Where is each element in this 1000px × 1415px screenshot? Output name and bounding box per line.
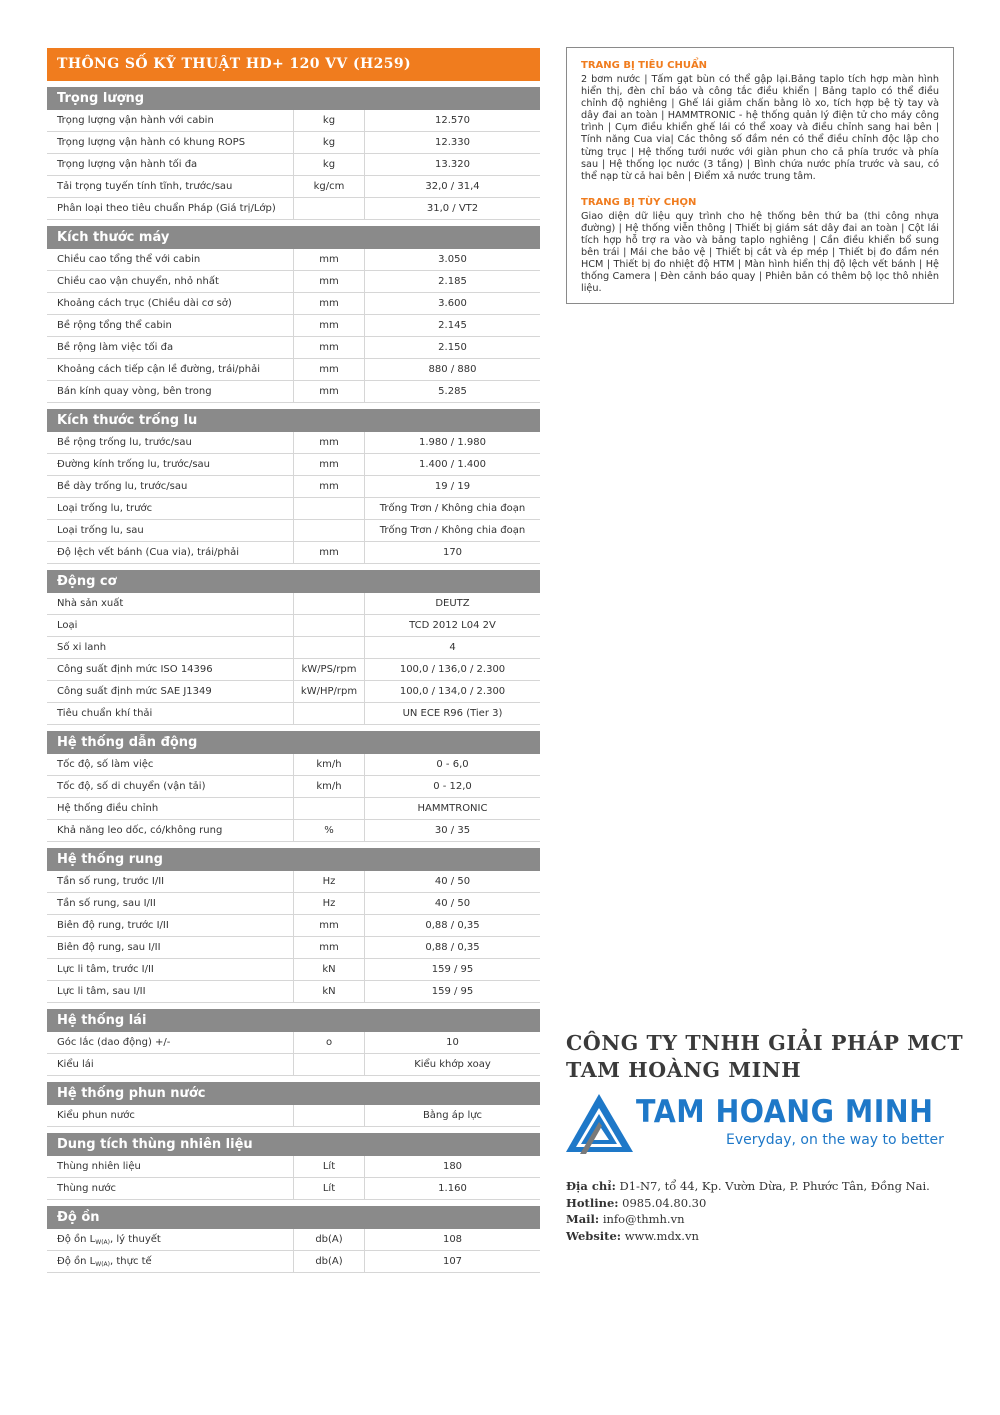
row-unit: mm [293, 915, 365, 936]
table-row [47, 637, 540, 659]
row-unit: km/h [293, 754, 365, 775]
row-value: DEUTZ [435, 598, 470, 609]
row-value: 5.285 [438, 386, 467, 397]
row-unit: kg/cm [293, 176, 365, 197]
row-label-suffix: , lý thuyết [109, 1234, 161, 1245]
row-unit: mm [293, 542, 365, 563]
row-value: TCD 2012 L04 2V [409, 620, 496, 631]
row-label: Thùng nhiên liệu [57, 1161, 141, 1172]
table-row [47, 798, 540, 820]
row-value: Bằng áp lực [422, 1110, 483, 1121]
mail-line [566, 1211, 966, 1228]
table-row [47, 337, 540, 359]
row-unit: mm [293, 359, 365, 380]
row-value: 13.320 [435, 159, 470, 170]
website-value: www.mdx.vn [621, 1228, 699, 1243]
table-row [47, 1054, 540, 1076]
table-row [47, 1178, 540, 1200]
company-slogan: Everyday, on the way to better [726, 1132, 944, 1148]
row-value: 170 [442, 547, 463, 558]
row-label: Lực li tâm, trước I/II [57, 964, 154, 975]
equipment-box [566, 47, 954, 304]
spec-section [47, 409, 540, 564]
row-label: Đường kính trống lu, trước/sau [57, 459, 211, 470]
row-value: 0,88 / 0,35 [425, 920, 480, 931]
row-unit: kg [293, 110, 365, 131]
row-value: 880 / 880 [428, 364, 477, 375]
table-row [47, 820, 540, 842]
row-unit: mm [293, 454, 365, 475]
table-row [47, 937, 540, 959]
row-unit [293, 1105, 365, 1126]
row-unit: Hz [293, 871, 365, 892]
row-label: Biên độ rung, sau I/II [57, 942, 161, 953]
hotline-value: 0985.04.80.30 [618, 1195, 707, 1210]
row-unit: kW/HP/rpm [293, 681, 365, 702]
table-row [47, 593, 540, 615]
table-row [47, 703, 540, 725]
company-name-line2: TAM HOÀNG MINH [566, 1058, 802, 1082]
table-row [47, 381, 540, 403]
row-unit [293, 1054, 365, 1075]
section-heading: Dung tích thùng nhiên liệu [47, 1133, 540, 1156]
row-label: Bề dày trống lu, trước/sau [57, 481, 188, 492]
row-value: 107 [442, 1256, 463, 1267]
row-value: 0 - 12,0 [433, 781, 472, 792]
table-row [47, 432, 540, 454]
row-value: 108 [442, 1234, 463, 1245]
row-value: 159 / 95 [431, 986, 474, 997]
row-unit [293, 198, 365, 219]
row-unit [293, 798, 365, 819]
table-row [47, 476, 540, 498]
row-value: UN ECE R96 (Tier 3) [402, 708, 503, 719]
table-row [47, 659, 540, 681]
spec-section [47, 226, 540, 403]
table-row [47, 132, 540, 154]
row-label: Tần số rung, sau I/II [57, 898, 156, 909]
spec-section [47, 1082, 540, 1127]
table-row [47, 359, 540, 381]
table-row [47, 1032, 540, 1054]
row-value: 12.570 [435, 115, 470, 126]
row-unit: mm [293, 432, 365, 453]
row-label: Nhà sản xuất [57, 598, 124, 609]
row-unit [293, 593, 365, 614]
row-unit: db(A) [293, 1251, 365, 1272]
row-unit: mm [293, 315, 365, 336]
row-value: 1.400 / 1.400 [419, 459, 486, 470]
row-label: Trọng lượng vận hành tối đa [57, 159, 198, 170]
row-label-subscript: W(A) [95, 1239, 110, 1246]
spec-table [47, 48, 540, 1273]
row-label: Thùng nước [57, 1183, 116, 1194]
row-unit: kW/PS/rpm [293, 659, 365, 680]
row-label: Biên độ rung, trước I/II [57, 920, 169, 931]
row-label: Loại trống lu, sau [57, 525, 144, 536]
optional-equipment-heading: TRANG BỊ TÙY CHỌN [581, 196, 697, 208]
company-name-line1: CÔNG TY TNHH GIẢI PHÁP MCT [566, 1031, 964, 1055]
row-value: 40 / 50 [434, 898, 471, 909]
row-unit [293, 520, 365, 541]
row-value: 1.160 [438, 1183, 467, 1194]
table-row [47, 176, 540, 198]
row-label: Công suất định mức SAE J1349 [57, 686, 212, 697]
row-label [47, 1251, 293, 1272]
spec-section [47, 1133, 540, 1200]
row-value: 12.330 [435, 137, 470, 148]
hotline-label: Hotline: [566, 1195, 619, 1210]
table-row [47, 1229, 540, 1251]
row-label: Độ lệch vết bánh (Cua via), trái/phải [57, 547, 240, 558]
row-unit: kg [293, 154, 365, 175]
standard-equipment-heading: TRANG BỊ TIÊU CHUẨN [581, 60, 708, 71]
table-row [47, 498, 540, 520]
triangle-logo-icon [566, 1092, 636, 1154]
row-label: Hệ thống điều chỉnh [57, 803, 159, 814]
company-contact [566, 1178, 966, 1244]
row-label: Trọng lượng vận hành với cabin [57, 115, 214, 126]
row-label: Tải trọng tuyến tính tĩnh, trước/sau [57, 181, 233, 192]
company-block [566, 1030, 966, 1244]
spec-section [47, 87, 540, 220]
row-value: 2.185 [438, 276, 467, 287]
table-row [47, 959, 540, 981]
row-value: Kiểu khớp xoay [414, 1059, 491, 1070]
section-heading: Kích thước trống lu [47, 409, 540, 432]
row-value: 4 [449, 642, 456, 653]
address-value: D1-N7, tổ 44, Kp. Vườn Dừa, P. Phước Tân, Đồng Nai. [615, 1179, 930, 1193]
row-unit: mm [293, 937, 365, 958]
row-value: HAMMTRONIC [417, 803, 488, 814]
table-row [47, 110, 540, 132]
section-heading: Trọng lượng [47, 87, 540, 110]
mail-value: info@thmh.vn [599, 1212, 685, 1226]
section-heading: Hệ thống lái [47, 1009, 540, 1032]
table-row [47, 454, 540, 476]
logo-wordmark: TAM HOANG MINH [636, 1094, 934, 1130]
table-row [47, 1156, 540, 1178]
section-heading: Hệ thống dẫn động [47, 731, 540, 754]
table-row [47, 615, 540, 637]
row-value: 100,0 / 134,0 / 2.300 [399, 686, 506, 697]
row-unit: kN [293, 981, 365, 1002]
row-value: 180 [442, 1161, 463, 1172]
row-label-text: Độ ồn L [57, 1256, 96, 1267]
address-line [566, 1178, 966, 1195]
row-label: Tiêu chuẩn khí thải [57, 708, 153, 719]
spec-section [47, 1206, 540, 1273]
row-unit: db(A) [293, 1229, 365, 1250]
hotline-line [566, 1195, 966, 1212]
row-value: 30 / 35 [434, 825, 471, 836]
row-value: 32,0 / 31,4 [425, 181, 480, 192]
row-value: 40 / 50 [434, 876, 471, 887]
row-unit: Hz [293, 893, 365, 914]
row-unit [293, 637, 365, 658]
row-label-text: Độ ồn L [57, 1234, 96, 1245]
table-row [47, 271, 540, 293]
row-unit: Lít [293, 1156, 365, 1177]
row-unit: o [293, 1032, 365, 1053]
row-label: Phân loại theo tiêu chuẩn Pháp (Giá trị/Lớp) [57, 203, 276, 214]
row-label: Bề rộng làm việc tối đa [57, 342, 174, 353]
spec-sections [47, 87, 540, 1273]
section-heading: Hệ thống rung [47, 848, 540, 871]
standard-equipment-text: 2 bơm nước | Tấm gạt bùn có thể gập lại.Bảng taplo tích hợp màn hình hiển thị, đèn chỉ báo và công tắc điều khiển | Bảng taplo có thể điều chỉnh độ nghiêng | Ghế lái giảm chấn bằng lò xo, tích hợp bệ tỳ tay và dây đai an toàn | HAMMTRONIC - hệ thống quản lý điện tử cho máy công trình | Cụm điều khiển ghế lái có thể xoay và điều chỉnh sang hai bên | Tính năng Cua via| Các thông số đầm nén có thể điều chỉnh độc lập cho từng trục | Hệ thống tưới nước với giàn phun cho cả phía trước và phía sau | Hệ thống lọc nước (3 tầng) | Bình chứa nước phía trước và sau, có thể nạp từ cả hai bên | Điểm xả nước trung tâm. [581, 74, 939, 182]
spec-section [47, 1009, 540, 1076]
website-label: Website: [566, 1228, 622, 1243]
table-row [47, 293, 540, 315]
spec-section [47, 570, 540, 725]
row-value: 10 [446, 1037, 459, 1048]
section-heading: Độ ồn [47, 1206, 540, 1229]
row-unit: mm [293, 381, 365, 402]
row-value: Trống Trơn / Không chia đoạn [379, 525, 526, 536]
spec-title: THÔNG SỐ KỸ THUẬT HD+ 120 VV (H259) [47, 48, 540, 81]
row-unit: mm [293, 337, 365, 358]
row-label: Bề rộng trống lu, trước/sau [57, 437, 192, 448]
table-row [47, 154, 540, 176]
table-row [47, 542, 540, 564]
row-label: Chiều cao vận chuyển, nhỏ nhất [57, 276, 219, 287]
row-value: 2.150 [438, 342, 467, 353]
row-label: Khoảng cách trục (Chiều dài cơ sở) [57, 298, 232, 309]
row-label: Công suất định mức ISO 14396 [57, 664, 213, 675]
row-unit [293, 615, 365, 636]
section-heading: Kích thước máy [47, 226, 540, 249]
table-row [47, 981, 540, 1003]
row-unit [293, 498, 365, 519]
row-unit: % [293, 820, 365, 841]
row-unit: kN [293, 959, 365, 980]
spec-section [47, 848, 540, 1003]
table-row [47, 871, 540, 893]
table-row [47, 776, 540, 798]
row-value: 0 - 6,0 [436, 759, 469, 770]
row-unit: km/h [293, 776, 365, 797]
row-unit: mm [293, 249, 365, 270]
row-label: Chiều cao tổng thể với cabin [57, 254, 201, 265]
table-row [47, 315, 540, 337]
row-unit: mm [293, 476, 365, 497]
table-row [47, 915, 540, 937]
company-logo [566, 1092, 966, 1164]
section-heading: Động cơ [47, 570, 540, 593]
row-unit: mm [293, 293, 365, 314]
row-label: Khả năng leo dốc, có/không rung [57, 825, 223, 836]
table-row [47, 1251, 540, 1273]
row-label: Khoảng cách tiếp cận lề đường, trái/phải [57, 364, 261, 375]
spec-section [47, 731, 540, 842]
table-row [47, 1105, 540, 1127]
row-label: Bán kính quay vòng, bên trong [57, 386, 212, 397]
table-row [47, 754, 540, 776]
row-label: Tốc độ, số làm việc [57, 759, 154, 770]
row-label [47, 1229, 293, 1250]
section-heading: Hệ thống phun nước [47, 1082, 540, 1105]
row-label: Tần số rung, trước I/II [57, 876, 165, 887]
row-value: 19 / 19 [434, 481, 471, 492]
row-label-subscript: W(A) [95, 1261, 110, 1268]
row-label-suffix: , thực tế [109, 1256, 152, 1267]
row-value: 0,88 / 0,35 [425, 942, 480, 953]
row-label: Lực li tâm, sau I/II [57, 986, 146, 997]
row-label: Trọng lượng vận hành có khung ROPS [57, 137, 246, 148]
table-row [47, 198, 540, 220]
row-unit: kg [293, 132, 365, 153]
row-label: Tốc độ, số di chuyển (vận tải) [57, 781, 206, 792]
mail-label: Mail: [566, 1212, 600, 1226]
row-value: Trống Trơn / Không chia đoạn [379, 503, 526, 514]
table-row [47, 520, 540, 542]
row-unit [293, 703, 365, 724]
address-label: Địa chỉ: [566, 1179, 616, 1193]
row-value: 100,0 / 136,0 / 2.300 [399, 664, 506, 675]
row-unit: Lít [293, 1178, 365, 1199]
row-label: Loại [57, 620, 78, 631]
row-value: 2.145 [438, 320, 467, 331]
row-label: Số xi lanh [57, 642, 107, 653]
row-unit: mm [293, 271, 365, 292]
row-value: 1.980 / 1.980 [419, 437, 486, 448]
row-value: 3.050 [438, 254, 467, 265]
row-label: Kiểu lái [57, 1059, 94, 1070]
row-label: Kiểu phun nước [57, 1110, 135, 1121]
row-label: Loại trống lu, trước [57, 503, 153, 514]
row-label: Góc lắc (dao động) +/- [57, 1037, 171, 1048]
row-label: Bề rộng tổng thể cabin [57, 320, 172, 331]
table-row [47, 681, 540, 703]
optional-equipment-text: Giao diện dữ liệu quy trình cho hệ thống bên thứ ba (thi công nhựa đường) | Hệ thống viễn thông | Thiết bị giám sát dây đai an toàn | Cột lái tích hợp hỗ trợ ra vào và bảng taplo nghiêng | Cần điều khiển bổ sung bên trái | Mái che bảo vệ | Thiết bị cắt và ép mép | Thiết bị đo đầm nén HCM | Thiết bị đo nhiệt độ HTM | Màn hình hiển thị độ lệch vết bánh | Hệ thống Camera | Đèn cảnh báo quay | Phiên bản có thêm bộ lọc thô nhiên liệu. [581, 210, 939, 295]
row-value: 31,0 / VT2 [426, 203, 479, 214]
row-value: 159 / 95 [431, 964, 474, 975]
row-value: 3.600 [438, 298, 467, 309]
website-line [566, 1228, 966, 1245]
table-row [47, 249, 540, 271]
table-row [47, 893, 540, 915]
